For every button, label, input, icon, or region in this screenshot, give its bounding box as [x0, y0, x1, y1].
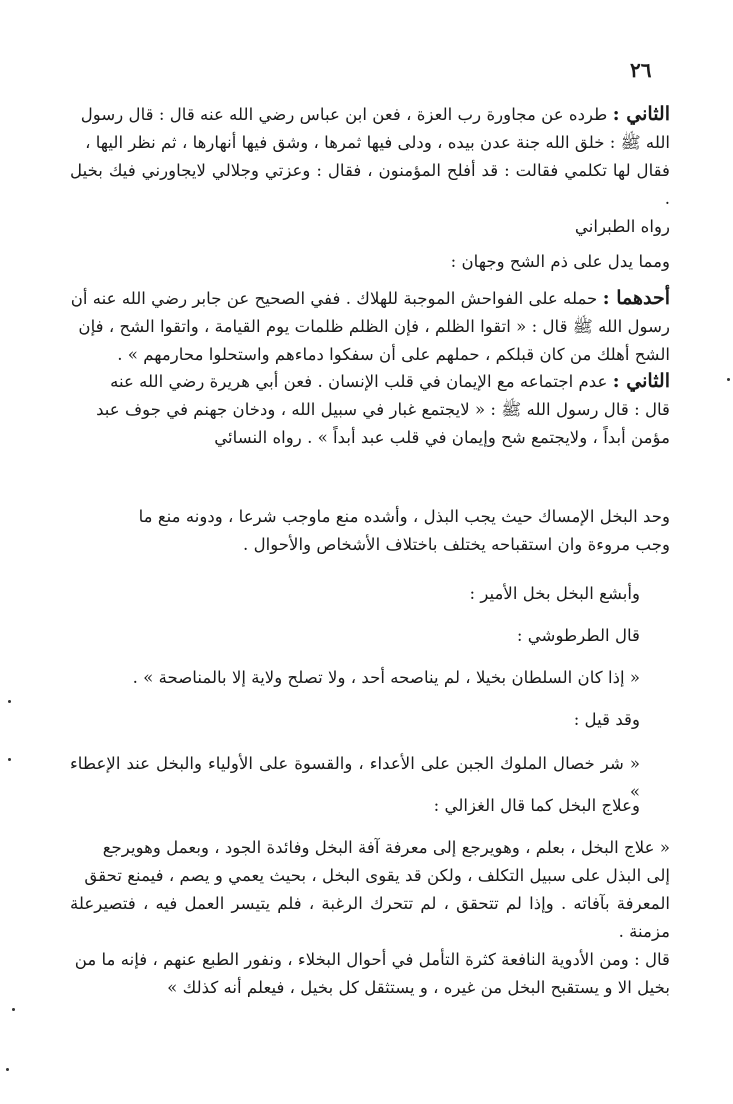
statement-it-was-said: وقد قيل : — [573, 710, 640, 729]
line-text: الشح أهلك من كان قبلكم ، حملهم على أن سفكوا دماءهم واستحلوا محارمهم » . — [117, 345, 670, 364]
line-text: حمله على الفواحش الموجبة للهلاك . ففي الصحيح عن جابر رضي الله عنه أن — [70, 289, 603, 308]
line-text: قال : ومن الأدوية النافعة كثرة التأمل في أحوال البخلاء ، ونفور الطبع عنهم ، فإنه ما من — [74, 950, 670, 969]
line-text: بخيل الا و يستقبح البخل من غيره ، و يستثقل كل بخيل ، فيعلم أنه كذلك » — [167, 978, 670, 997]
line — [70, 100, 670, 129]
line-text: وحد البخل الإمساك حيث يجب البذل ، وأشده منع ماوجب شرعا ، ودونه منع ما — [138, 507, 670, 526]
scan-speck — [6, 1068, 9, 1071]
statement-tartushi: قال الطرطوشي : — [516, 626, 640, 645]
paragraph-second-expulsion — [70, 100, 670, 241]
statement-ghazali: وعلاج البخل كما قال الغزالي : — [433, 796, 640, 815]
paragraph-first-aspect — [70, 284, 670, 369]
paragraph-two-aspects: ومما يدل على ذم الشح وجهان : — [450, 252, 670, 271]
line-text: فقال لها تكلمي فقالت : قد أفلح المؤمنون ، فقال : وعزتي وجلالي لايجاورني فيك بخيل . — [70, 161, 670, 208]
line-text: « علاج البخل ، بعلم ، وهويرجع إلى معرفة آفة البخل وفائدة الجود ، وبعمل وهويرجع — [102, 838, 670, 857]
line — [70, 284, 670, 313]
line-text: المعرفة بآفاته . وإذا لم تتحقق ، لم تتحرك الرغبة ، فلم يتيسر العمل فيه ، فتصيرعلة مزمنة . — [70, 894, 670, 941]
line-text: عدم اجتماعه مع الإيمان في قلب الإنسان . فعن أبي هريرة رضي الله عنه — [110, 372, 613, 391]
scan-speck — [8, 758, 11, 761]
paragraph-second-aspect — [70, 367, 670, 452]
line-text: رسول الله ﷺ قال : « اتقوا الظلم ، فإن الظلم ظلمات يوم القيامة ، واتقوا الشح ، فإن — [78, 317, 670, 336]
paragraph-lead: أحدهما : — [602, 287, 670, 309]
scan-speck — [12, 1008, 15, 1011]
scan-speck — [8, 700, 11, 703]
line-text: مؤمن أبداً ، ولايجتمع شح وإيمان في قلب عبد أبداً » . رواه النسائي — [214, 428, 670, 447]
paragraph-ghazali-remedy — [70, 834, 670, 1002]
line-text: قال : قال رسول الله ﷺ : « لايجتمع غبار في سبيل الله ، ودخان جهنم في جوف عبد — [96, 400, 670, 419]
quote-kings-traits: « شر خصال الملوك الجبن على الأعداء ، والقسوة على الأولياء والبخل عند الإعطاء » — [70, 754, 640, 801]
line-text: طرده عن مجاورة رب العزة ، فعن ابن عباس رضي الله عنه قال : قال رسول — [80, 105, 613, 124]
page-number: ٢٦ — [630, 58, 652, 82]
line-text: وجب مروءة وان استقباحه يختلف باختلاف الأشخاص والأحوال . — [243, 535, 670, 554]
paragraph-lead: الثاني : — [612, 370, 670, 392]
line — [70, 367, 670, 396]
paragraph-lead: الثاني : — [612, 103, 670, 125]
scan-speck — [727, 378, 730, 381]
line-text: رواه الطبراني — [574, 217, 670, 236]
line-text: الله ﷺ : خلق الله جنة عدن بيده ، ودلى فيها ثمرها ، وشق فيها أنهارها ، ثم نظر اليها ، — [85, 133, 670, 152]
paragraph-definition — [70, 503, 670, 559]
quote-tartushi: « إذا كان السلطان بخيلا ، لم يناصحه أحد ، ولا تصلح ولاية إلا بالمناصحة » . — [132, 668, 640, 687]
statement-ruler-stinginess: وأبشع البخل بخل الأمير : — [469, 584, 640, 603]
line-text: إلى البذل على سبيل التكلف ، ولكن قد يقوى البخل ، بحيث يعمي و يصم ، فيمنع تحقق — [84, 866, 670, 885]
